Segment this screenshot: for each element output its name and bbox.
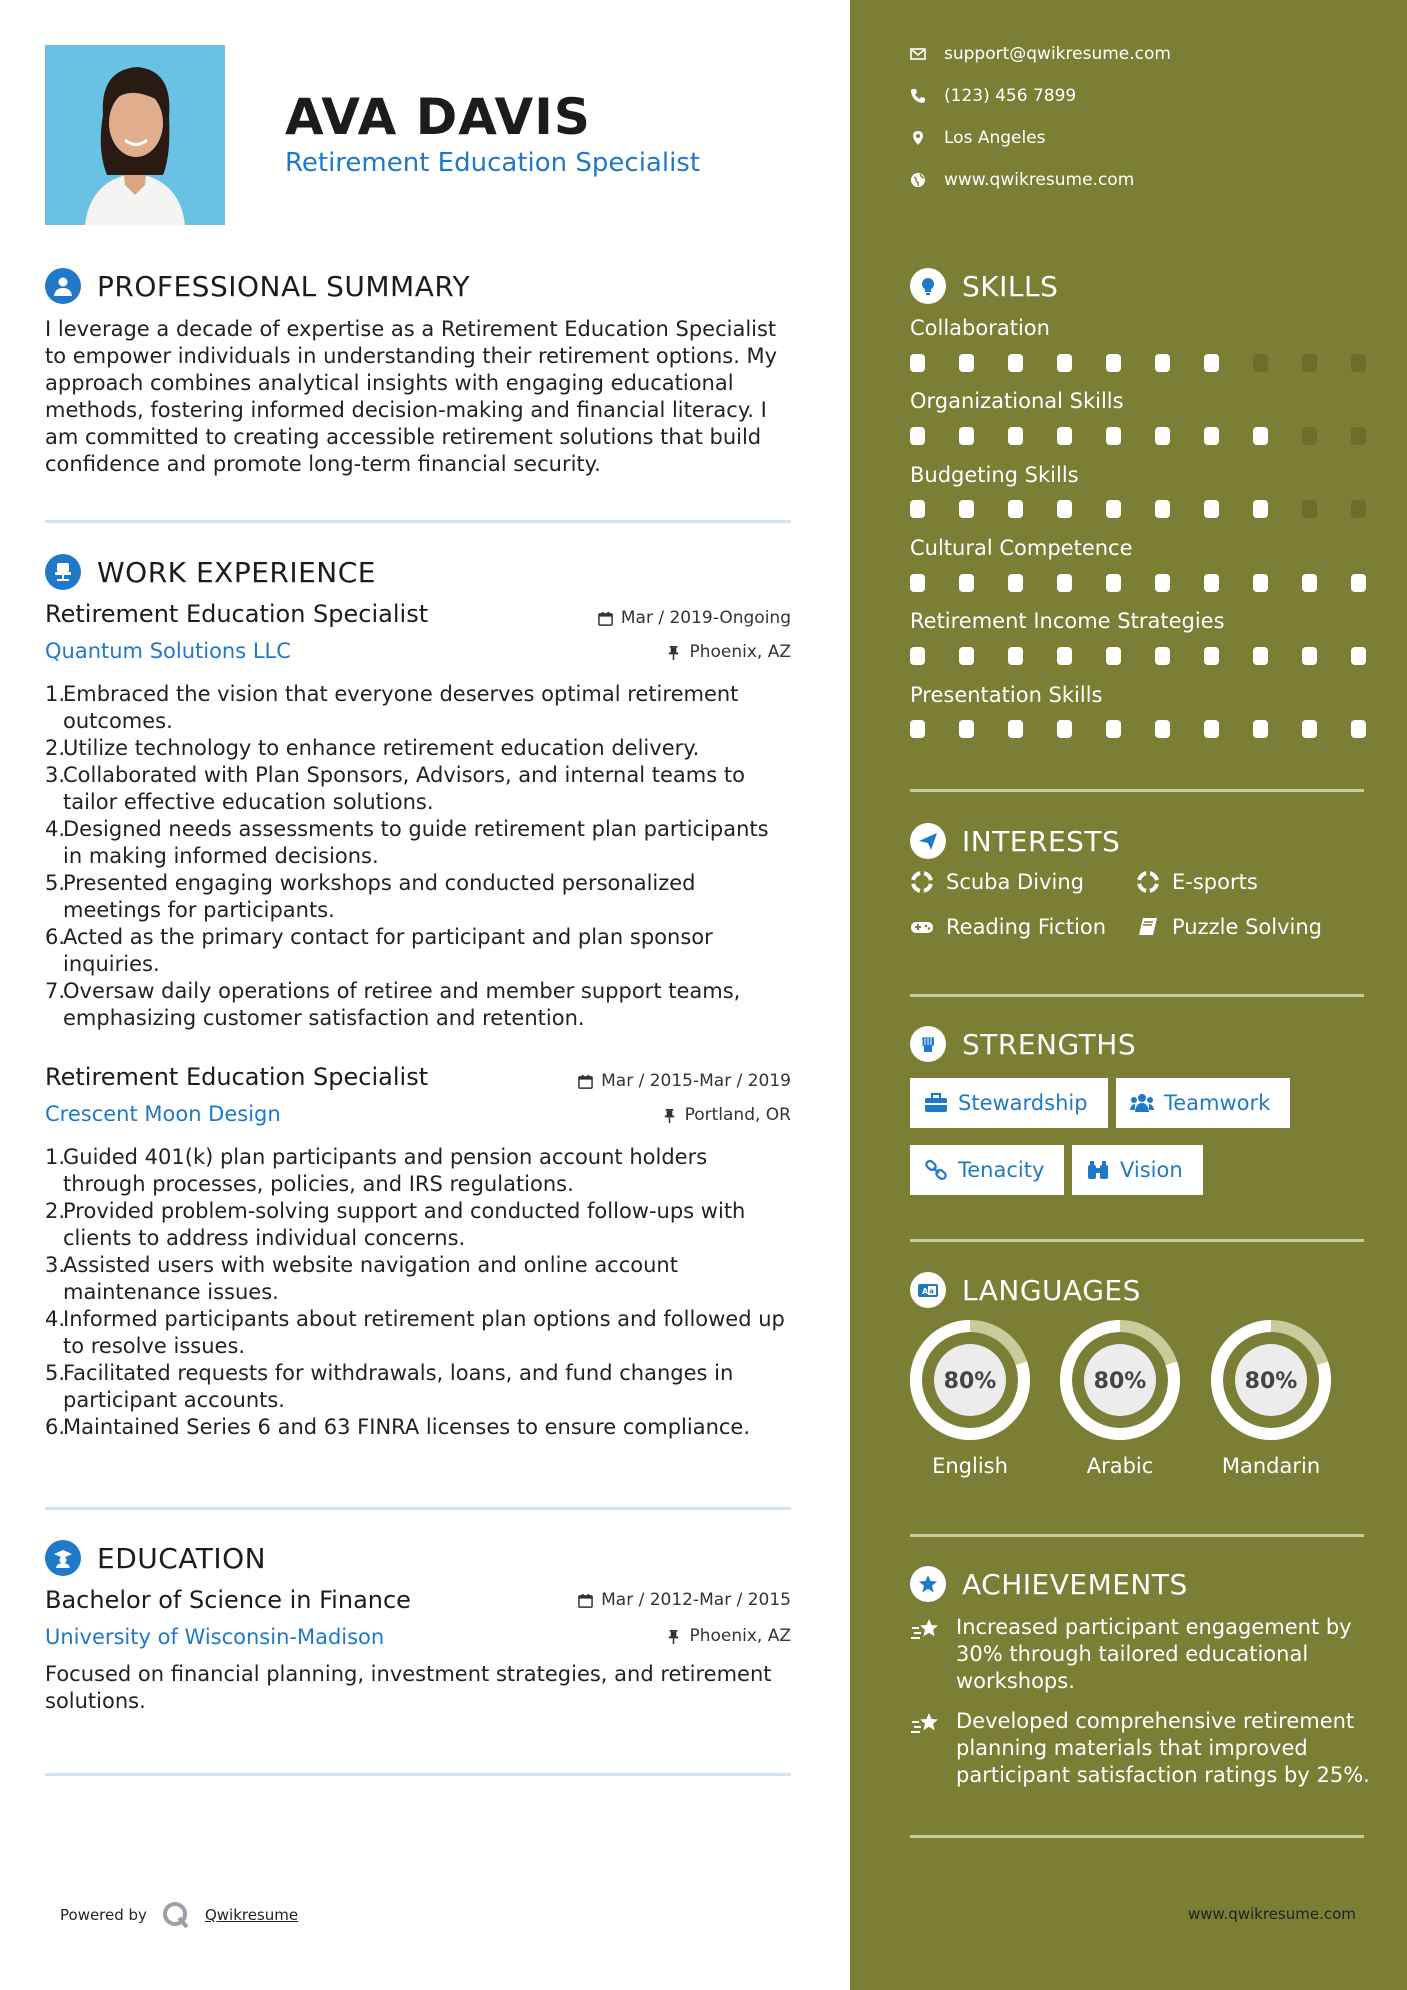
skill-dot <box>1351 647 1366 665</box>
list-item: 3. Collaborated with Plan Sponsors, Advisors, and internal teams to tailor effective education solutions. <box>45 763 745 814</box>
job-title: Retirement Education Specialist <box>45 600 429 628</box>
job-bullets <box>45 681 791 1032</box>
skill-name: Collaboration <box>910 316 1050 340</box>
skill-rating <box>910 720 1364 738</box>
achievement-item <box>910 1614 1370 1695</box>
education-location-text: Phoenix, AZ <box>689 1626 791 1646</box>
section-divider <box>45 1773 791 1776</box>
skill-dot <box>1204 354 1219 372</box>
strength-label: Vision <box>1120 1158 1183 1182</box>
list-item: 4. Informed participants about retirement plan options and followed up to resolve issues. <box>45 1307 785 1358</box>
skill-dot <box>1351 500 1366 518</box>
skill-rating <box>910 427 1364 445</box>
skill-dot <box>1351 574 1366 592</box>
envelope-icon <box>910 46 926 62</box>
interest-item <box>1136 915 1322 939</box>
skill-dot <box>910 427 925 445</box>
skill-dot <box>1008 427 1023 445</box>
job-location <box>666 642 791 662</box>
language-name: English <box>932 1454 1008 1478</box>
job-bullets <box>45 1144 791 1441</box>
graduate-icon <box>45 1540 81 1576</box>
strength-tag <box>1116 1078 1290 1128</box>
skill-dot <box>1204 500 1219 518</box>
language-item <box>1058 1318 1182 1478</box>
strength-tag <box>910 1145 1064 1195</box>
section-divider <box>45 520 791 523</box>
skill-dot <box>1008 574 1023 592</box>
skill-dot <box>1302 720 1317 738</box>
skill-dot <box>959 720 974 738</box>
skill-rating <box>910 574 1364 592</box>
list-item: 2. Utilize technology to enhance retirement education delivery. <box>45 736 700 760</box>
section-divider <box>910 789 1364 792</box>
job-location-text: Portland, OR <box>684 1105 791 1125</box>
link-icon <box>924 1159 948 1181</box>
interest-label: E-sports <box>1172 870 1258 894</box>
qwikresume-link[interactable]: Qwikresume <box>204 1906 299 1924</box>
list-item: 1. Embraced the vision that everyone deserves optimal retirement outcomes. <box>45 682 739 733</box>
skill-rating <box>910 500 1364 518</box>
language-name: Mandarin <box>1221 1454 1321 1478</box>
strength-label: Stewardship <box>958 1091 1088 1115</box>
skill-dot <box>1155 354 1170 372</box>
strength-tag <box>1072 1145 1203 1195</box>
language-ring <box>1058 1318 1182 1442</box>
contact-email <box>910 44 1171 64</box>
shooting-star-icon <box>910 1616 942 1644</box>
language-percent: 80% <box>1093 1369 1147 1394</box>
paper-plane-icon <box>910 823 946 859</box>
footer-website[interactable]: www.qwikresume.com <box>1188 1905 1356 1923</box>
education-heading-text: EDUCATION <box>97 1541 267 1575</box>
shooting-star-icon <box>910 1710 942 1738</box>
job-date-text: Mar / 2015-Mar / 2019 <box>601 1071 791 1091</box>
interest-item <box>1136 870 1258 894</box>
skill-dot <box>1155 427 1170 445</box>
language-name: Arabic <box>1086 1454 1154 1478</box>
list-item: 2. Provided problem-solving support and conducted follow-ups with clients to address individual concerns. <box>45 1199 746 1250</box>
language-ring <box>908 1318 1032 1442</box>
education-description: Focused on financial planning, investment strategies, and retirement solutions. <box>45 1662 772 1713</box>
interest-item <box>910 915 1106 939</box>
skill-dot <box>1253 500 1268 518</box>
skill-dot <box>1253 720 1268 738</box>
language-percent: 80% <box>1244 1369 1298 1394</box>
skill-dot <box>1204 720 1219 738</box>
skill-dot <box>1057 720 1072 738</box>
interest-label: Scuba Diving <box>946 870 1084 894</box>
skill-dot <box>1155 500 1170 518</box>
list-item: 3. Assisted users with website navigation and online account maintenance issues. <box>45 1253 678 1304</box>
experience-heading-text: WORK EXPERIENCE <box>97 555 376 589</box>
skill-dot <box>1351 720 1366 738</box>
list-item: 4. Designed needs assessments to guide retirement plan participants in making informed decisions. <box>45 817 769 868</box>
skill-dot <box>1302 427 1317 445</box>
skill-dot <box>1057 500 1072 518</box>
section-divider <box>910 1534 1364 1537</box>
star-badge-icon <box>910 1566 946 1602</box>
achievements-heading-text: ACHIEVEMENTS <box>962 1567 1188 1601</box>
summary-heading-text: PROFESSIONAL SUMMARY <box>97 269 471 303</box>
gamepad-icon <box>910 915 934 939</box>
strength-tag <box>910 1078 1108 1128</box>
skill-dot <box>1253 354 1268 372</box>
contact-phone <box>910 86 1076 106</box>
phone-icon <box>910 88 926 104</box>
skill-dot <box>1106 500 1121 518</box>
skill-dot <box>1253 647 1268 665</box>
section-divider <box>45 1507 791 1510</box>
calendar-icon <box>578 1593 593 1608</box>
svg-text:a: a <box>929 1287 935 1296</box>
contact-location-text: Los Angeles <box>944 128 1046 148</box>
job-location-text: Phoenix, AZ <box>689 642 791 662</box>
user-icon <box>45 268 81 304</box>
job-title: Retirement Education Specialist <box>45 1063 429 1091</box>
users-icon <box>1130 1092 1154 1114</box>
contact-website <box>910 170 1134 190</box>
interest-item <box>910 870 1084 894</box>
contact-website-text[interactable]: www.qwikresume.com <box>944 170 1135 190</box>
skills-heading-text: SKILLS <box>962 269 1059 303</box>
section-divider <box>910 994 1364 997</box>
education-heading <box>45 1540 266 1576</box>
skill-dot <box>1008 354 1023 372</box>
skill-dot <box>1302 500 1317 518</box>
skill-dot <box>910 647 925 665</box>
list-item: 6. Acted as the primary contact for participant and plan sponsor inquiries. <box>45 925 713 976</box>
list-item: 7. Oversaw daily operations of retiree and member support teams, emphasizing customer satisfaction and retention. <box>45 979 741 1030</box>
job-date-text: Mar / 2019-Ongoing <box>620 608 791 628</box>
language-ring <box>1209 1318 1333 1442</box>
skills-heading <box>910 268 1058 304</box>
contact-email-text[interactable]: support@qwikresume.com <box>944 44 1171 64</box>
skill-dot <box>1204 574 1219 592</box>
summary-text: I leverage a decade of expertise as a Retirement Education Specialist to empower individuals in understanding their retirement options. My approach combines analytical insights with engaging educational methods, fostering informed decision-making and financial literacy. I am committed to creating accessible retirement solutions that build confidence and promote long-term financial security. <box>45 317 778 476</box>
contact-phone-text: (123) 456 7899 <box>944 86 1077 106</box>
skill-dot <box>1302 647 1317 665</box>
skill-dot <box>1008 647 1023 665</box>
degree-title: Bachelor of Science in Finance <box>45 1586 411 1614</box>
job-company: Quantum Solutions LLC <box>45 639 291 663</box>
strength-label: Tenacity <box>958 1158 1045 1182</box>
strength-label: Teamwork <box>1164 1091 1271 1115</box>
skill-dot <box>1204 647 1219 665</box>
section-divider <box>910 1239 1364 1242</box>
languages-heading-text: LANGUAGES <box>962 1273 1141 1307</box>
skill-name: Retirement Income Strategies <box>910 609 1225 633</box>
skill-dot <box>1155 647 1170 665</box>
achievement-text: Increased participant engagement by 30% through tailored educational workshops. <box>956 1615 1352 1693</box>
powered-by <box>60 1900 298 1930</box>
lifebuoy-icon <box>1136 870 1160 894</box>
calendar-icon <box>598 611 613 626</box>
school-name: University of Wisconsin-Madison <box>45 1625 385 1649</box>
pin-icon <box>666 645 681 660</box>
job-location <box>662 1105 791 1125</box>
skill-dot <box>1155 574 1170 592</box>
job-date <box>598 608 791 628</box>
education-date-text: Mar / 2012-Mar / 2015 <box>601 1590 791 1610</box>
list-item: 6. Maintained Series 6 and 63 FINRA licenses to ensure compliance. <box>45 1415 751 1439</box>
education-date <box>578 1590 791 1610</box>
skill-dot <box>1057 647 1072 665</box>
book-icon <box>1136 915 1160 939</box>
globe-icon <box>910 172 926 188</box>
fist-icon <box>910 1026 946 1062</box>
skill-rating <box>910 354 1364 372</box>
education-location <box>666 1626 791 1646</box>
interest-label: Reading Fiction <box>946 915 1107 939</box>
section-divider <box>910 1835 1364 1838</box>
skill-dot <box>1302 354 1317 372</box>
map-marker-icon <box>910 130 926 146</box>
skill-dot <box>1057 354 1072 372</box>
binoculars-icon <box>1086 1159 1110 1181</box>
skill-dot <box>1253 427 1268 445</box>
candidate-title: Retirement Education Specialist <box>285 148 701 178</box>
skill-dot <box>959 647 974 665</box>
svg-text:A: A <box>922 1287 929 1296</box>
skill-name: Presentation Skills <box>910 683 1103 707</box>
skill-dot <box>959 427 974 445</box>
skill-dot <box>1106 647 1121 665</box>
skill-dot <box>1253 574 1268 592</box>
achievement-text: Developed comprehensive retirement planning materials that improved participant satisfaction ratings by 25%. <box>956 1709 1370 1787</box>
language-item <box>1209 1318 1333 1478</box>
lightbulb-icon <box>910 268 946 304</box>
skill-dot <box>959 574 974 592</box>
interest-label: Puzzle Solving <box>1172 915 1322 939</box>
lifebuoy-icon <box>910 870 934 894</box>
skill-dot <box>959 500 974 518</box>
strengths-heading-text: STRENGTHS <box>962 1027 1137 1061</box>
pin-icon <box>666 1629 681 1644</box>
powered-by-text: Powered by <box>60 1906 147 1924</box>
skill-dot <box>910 500 925 518</box>
languages-heading <box>910 1272 1141 1308</box>
skill-dot <box>1302 574 1317 592</box>
qwikresume-logo-icon <box>161 1900 191 1930</box>
summary-heading <box>45 268 470 304</box>
skill-dot <box>1204 427 1219 445</box>
skill-name: Cultural Competence <box>910 536 1133 560</box>
job-date <box>578 1071 791 1091</box>
skill-dot <box>910 720 925 738</box>
skill-dot <box>1106 720 1121 738</box>
list-item: 1. Guided 401(k) plan participants and pension account holders through processes, policies, and IRS regulations. <box>45 1145 708 1196</box>
pin-icon <box>662 1108 677 1123</box>
skill-rating <box>910 647 1364 665</box>
language-item <box>908 1318 1032 1478</box>
skill-dot <box>910 574 925 592</box>
achievements-heading <box>910 1566 1188 1602</box>
skill-name: Budgeting Skills <box>910 463 1079 487</box>
calendar-icon <box>578 1074 593 1089</box>
skill-name: Organizational Skills <box>910 389 1124 413</box>
language-percent: 80% <box>943 1369 997 1394</box>
briefcase-icon <box>924 1092 948 1114</box>
candidate-name: AVA DAVIS <box>285 88 591 146</box>
skill-dot <box>1057 574 1072 592</box>
skill-dot <box>1057 427 1072 445</box>
interests-heading-text: INTERESTS <box>962 824 1121 858</box>
experience-heading <box>45 554 376 590</box>
skill-dot <box>1106 354 1121 372</box>
profile-photo <box>45 45 225 225</box>
job-company: Crescent Moon Design <box>45 1102 281 1126</box>
language-icon <box>910 1272 946 1308</box>
skill-dot <box>1106 574 1121 592</box>
skill-dot <box>1155 720 1170 738</box>
skill-dot <box>1106 427 1121 445</box>
interests-heading <box>910 823 1120 859</box>
list-item: 5. Facilitated requests for withdrawals, loans, and fund changes in participant accounts. <box>45 1361 734 1412</box>
skill-dot <box>1008 720 1023 738</box>
skill-dot <box>1351 354 1366 372</box>
strengths-heading <box>910 1026 1136 1062</box>
contact-location <box>910 128 1046 148</box>
list-item: 5. Presented engaging workshops and conducted personalized meetings for participants. <box>45 871 696 922</box>
skill-dot <box>910 354 925 372</box>
achievement-item <box>910 1708 1370 1789</box>
office-chair-icon <box>45 554 81 590</box>
skill-dot <box>959 354 974 372</box>
skill-dot <box>1008 500 1023 518</box>
skill-dot <box>1351 427 1366 445</box>
